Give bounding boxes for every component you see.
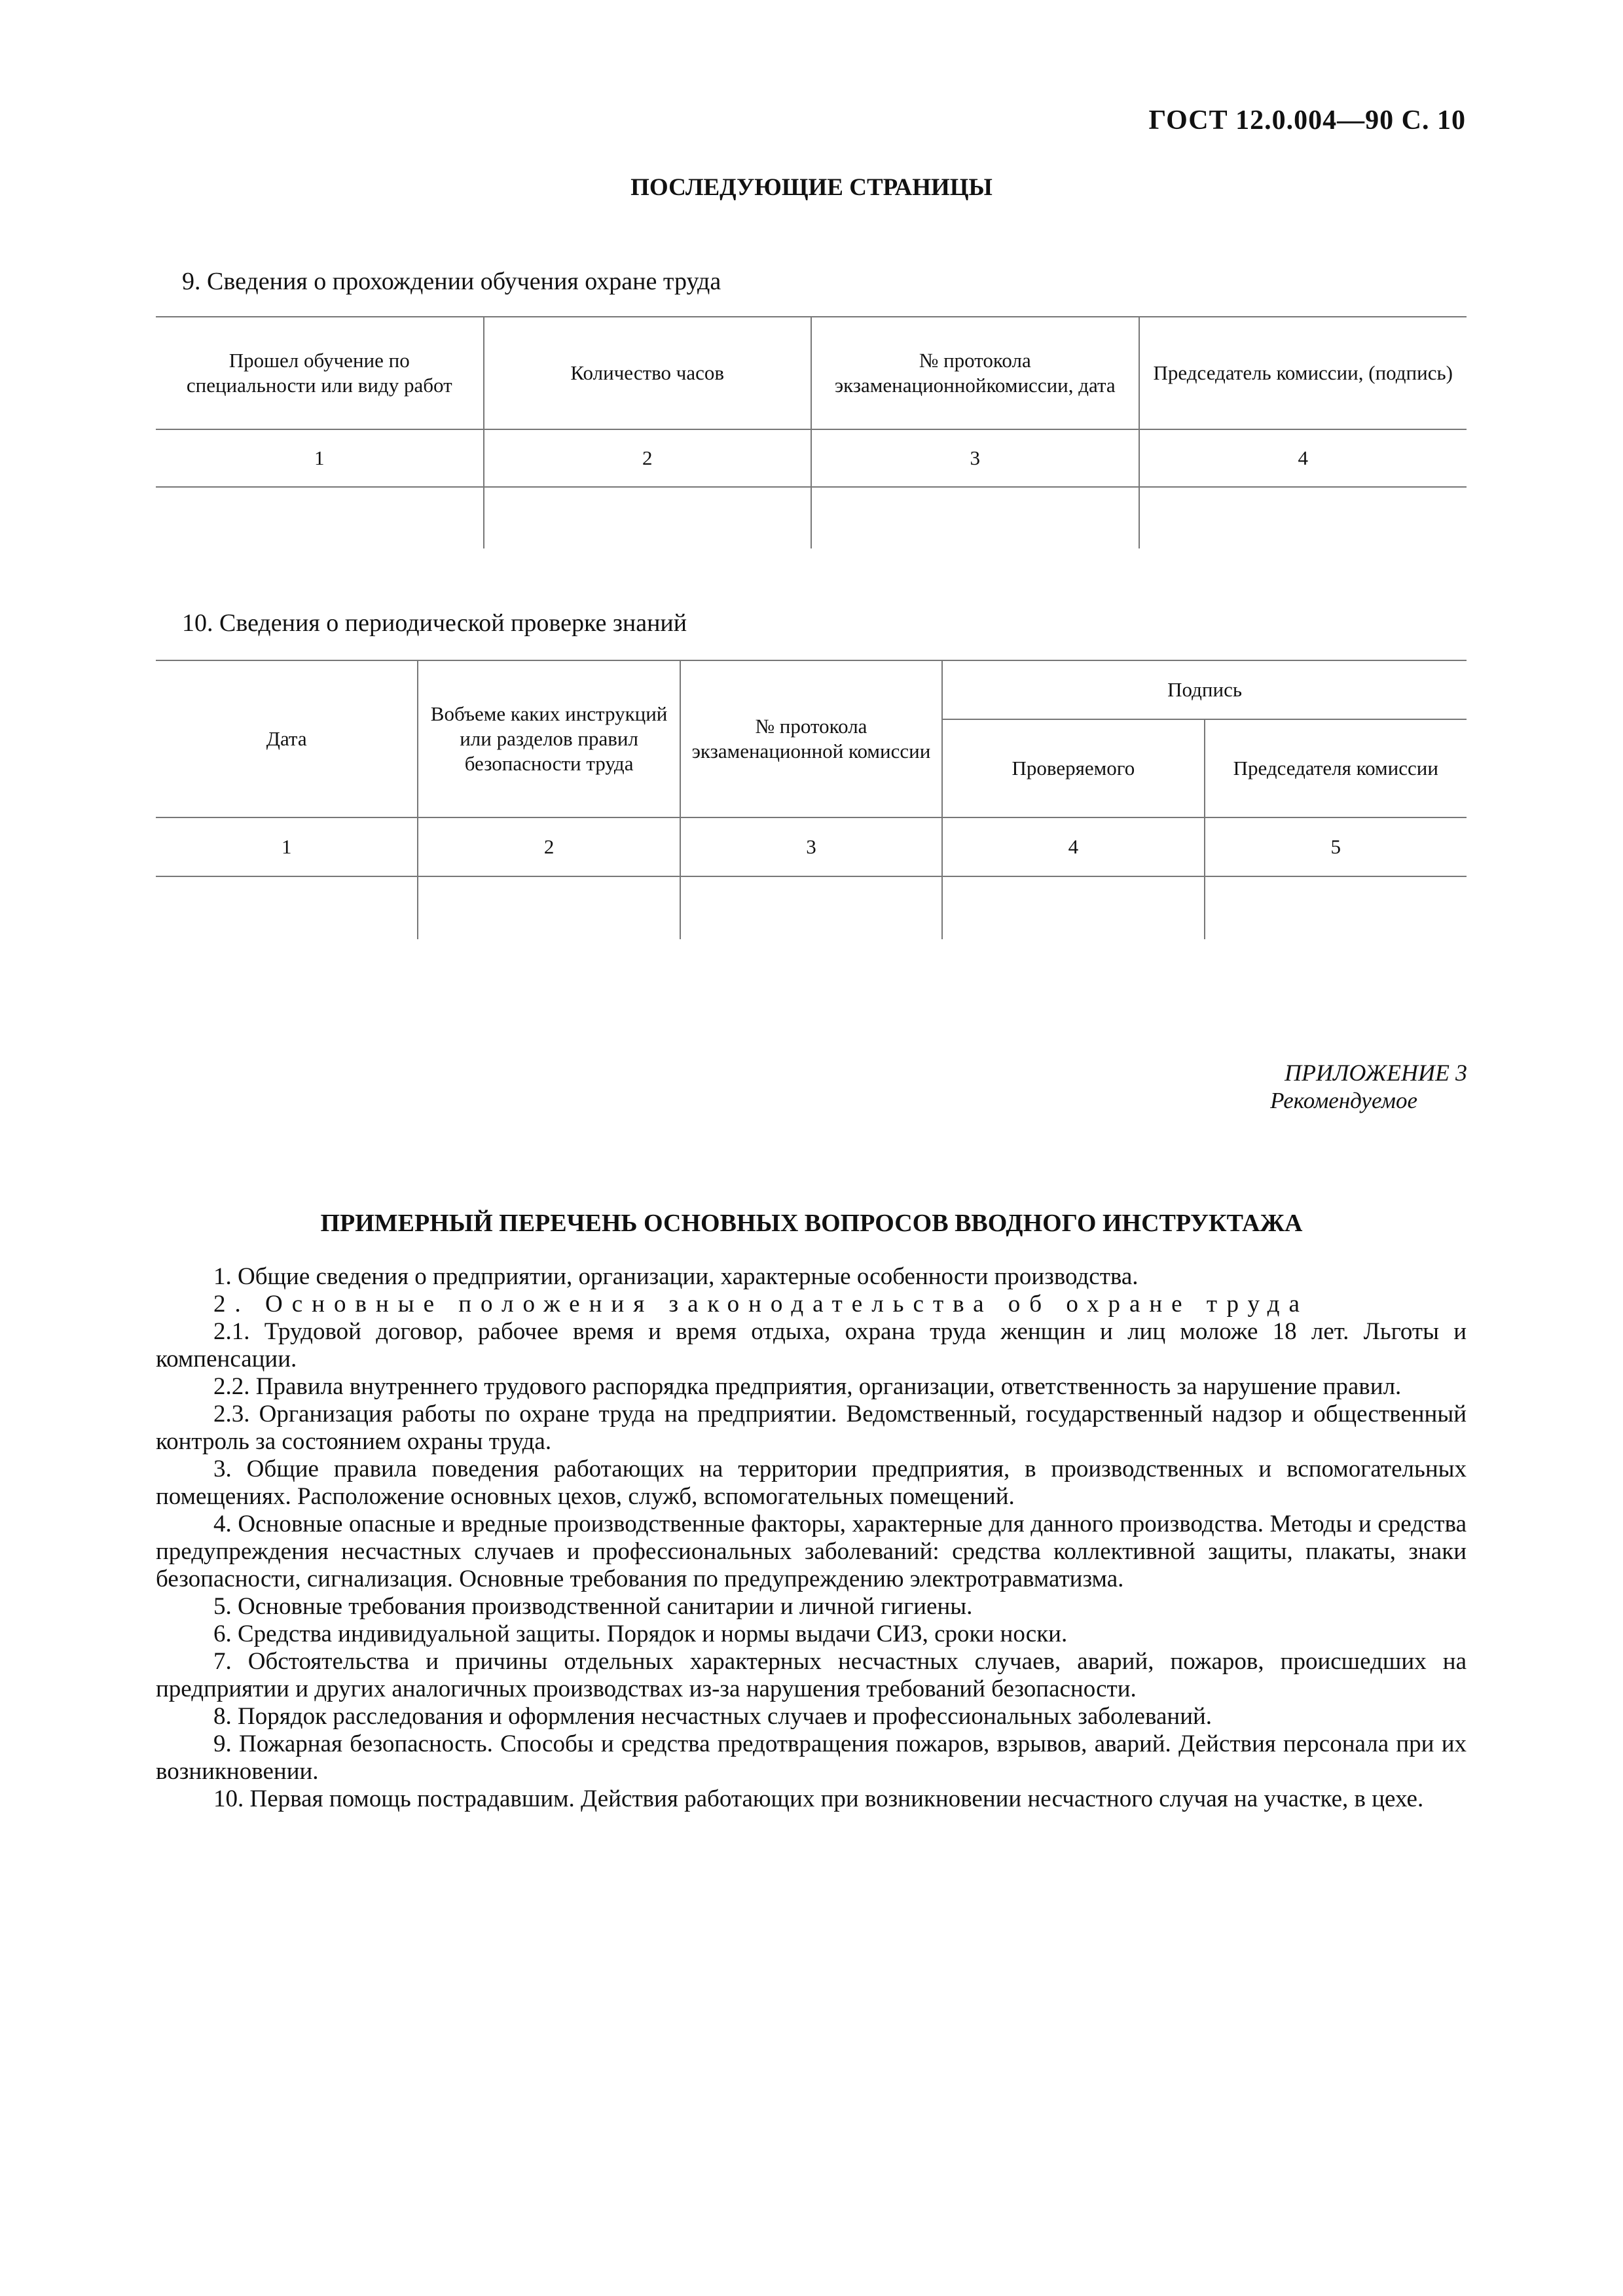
empty-entry-row: [156, 487, 1467, 548]
page-header: ГОСТ 12.0.004—90 С. 10: [1148, 105, 1466, 135]
table2-caption: 10. Сведения о периодической проверке знаний: [182, 609, 687, 637]
column-number: 2: [484, 429, 812, 487]
empty-cell: [418, 876, 680, 939]
column-number: 4: [1139, 429, 1467, 487]
column-number: 2: [418, 817, 680, 876]
column-number: 1: [156, 429, 484, 487]
empty-cell: [156, 876, 418, 939]
empty-cell: [942, 876, 1204, 939]
empty-cell: [1205, 876, 1467, 939]
list-title: ПРИМЕРНЫЙ ПЕРЕЧЕНЬ ОСНОВНЫХ ВОПРОСОВ ВВОДНОГО ИНСТРУКТАЖА: [320, 1210, 1303, 1237]
table-header-row: [156, 317, 1467, 429]
column-number: 4: [942, 817, 1204, 876]
column-header: Вобъеме каких инструкций или разделов правил безопасности труда: [418, 660, 680, 817]
list-item: 2.2. Правила внутреннего трудового распорядка предприятия, организации, ответственность за нарушение правил.: [213, 1373, 1402, 1400]
column-subheader: Председателя комиссии: [1205, 719, 1467, 817]
column-header: Председатель комиссии, (подпись): [1139, 317, 1467, 429]
signature-header: Подпись: [942, 660, 1467, 719]
column-number-row: [156, 817, 1467, 876]
list-item: 3. Общие правила поведения работающих на территории предприятия, в производственных и вспомогательных помещениях. Расположение основных цехов, служб, вспомогательных помещений.: [156, 1456, 1467, 1510]
empty-entry-row: [156, 876, 1467, 939]
column-header: Дата: [156, 660, 418, 817]
list-item: 6. Средства индивидуальной защиты. Порядок и нормы выдачи СИЗ, сроки носки.: [213, 1621, 1068, 1647]
column-number-row: [156, 429, 1467, 487]
list-item: 8. Порядок расследования и оформления несчастных случаев и профессиональных заболеваний.: [213, 1703, 1213, 1730]
column-header: № протокола экзаменационной комиссии: [680, 660, 942, 817]
list-item: 2.1. Трудовой договор, рабочее время и время отдыха, охрана труда женщин и лиц моложе 18 лет. Льготы и компенсации.: [156, 1318, 1467, 1372]
list-item: 10. Первая помощь пострадавшим. Действия работающих при возникновении несчастного случая на участке, в цехе.: [213, 1785, 1424, 1812]
knowledge-check-table: [156, 660, 1467, 939]
empty-cell: [156, 487, 484, 548]
instruction-list: [156, 1263, 1467, 1813]
empty-cell: [811, 487, 1139, 548]
column-number: 5: [1205, 817, 1467, 876]
list-item: 2.3. Организация работы по охране труда на предприятии. Ведомственный, государственный надзор и общественный контроль за состоянием охраны труда.: [156, 1401, 1467, 1455]
table1-caption: 9. Сведения о прохождении обучения охране труда: [182, 268, 721, 295]
list-item: 4. Основные опасные и вредные производственные факторы, характерные для данного производства. Методы и средства предупреждения несчастных случаев и профессиональных заболеваний: средства коллективной защиты, плакаты, знаки безопасности, сигнализация. Основные требования по предупреждению электротравматизма.: [156, 1511, 1467, 1592]
list-item: 9. Пожарная безопасность. Способы и средства предотвращения пожаров, взрывов, аварий. Действия персонала при их возникновении.: [156, 1731, 1467, 1785]
training-table: [156, 316, 1467, 548]
list-item: 1. Общие сведения о предприятии, организации, характерные особенности производства.: [213, 1263, 1139, 1290]
column-subheader: Проверяемого: [942, 719, 1204, 817]
list-item: 5. Основные требования производственной санитарии и личной гигиены.: [213, 1593, 973, 1620]
column-number: 3: [680, 817, 942, 876]
column-number: 3: [811, 429, 1139, 487]
table-header-row: [156, 660, 1467, 719]
section-title: ПОСЛЕДУЮЩИЕ СТРАНИЦЫ: [630, 174, 993, 201]
empty-cell: [484, 487, 812, 548]
column-header: № протокола экзаменационнойкомиссии, дата: [811, 317, 1139, 429]
empty-cell: [1139, 487, 1467, 548]
list-item: 7. Обстоятельства и причины отдельных характерных несчастных случаев, аварий, пожаров, происшедших на предприятии и других аналогичных производствах из-за нарушения требований безопасности.: [156, 1648, 1467, 1702]
appendix-number: ПРИЛОЖЕНИЕ 3: [1285, 1060, 1467, 1086]
list-item: 2. Основные положения законодательства об охране труда: [213, 1291, 1309, 1318]
column-header: Прошел обучение по специальности или виду работ: [156, 317, 484, 429]
column-header: Количество часов: [484, 317, 812, 429]
appendix-status: Рекомендуемое: [1270, 1088, 1417, 1114]
appendix-label: [1270, 1059, 1467, 1115]
empty-cell: [680, 876, 942, 939]
column-number: 1: [156, 817, 418, 876]
